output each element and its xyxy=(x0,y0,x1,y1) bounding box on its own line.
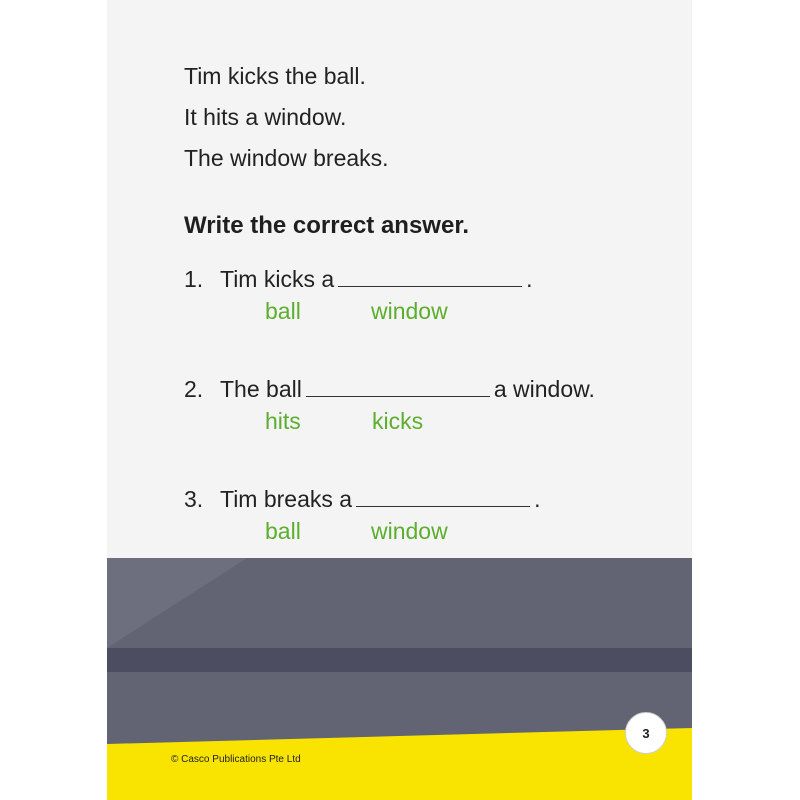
question-text-after: a window. xyxy=(493,376,595,402)
story-text xyxy=(184,56,389,179)
answer-option[interactable]: ball xyxy=(265,298,301,324)
answer-option[interactable]: window xyxy=(371,518,448,544)
answer-options xyxy=(184,296,533,328)
answer-blank[interactable] xyxy=(356,486,530,507)
answer-option[interactable]: ball xyxy=(265,518,301,544)
instruction-heading: Write the correct answer. xyxy=(184,212,469,239)
question-1 xyxy=(184,266,533,328)
answer-option[interactable]: hits xyxy=(265,408,301,434)
copyright-text: © Casco Publications Pte Ltd xyxy=(171,754,301,765)
question-text-before: Tim breaks a xyxy=(220,486,353,512)
answer-options xyxy=(184,406,595,438)
question-text-before: Tim kicks a xyxy=(220,266,335,292)
question-number: 3. xyxy=(184,486,204,512)
answer-options xyxy=(184,516,540,548)
question-3 xyxy=(184,486,540,548)
question-text-after: . xyxy=(526,266,533,292)
story-line: The window breaks. xyxy=(184,145,389,171)
story-line: Tim kicks the ball. xyxy=(184,63,366,89)
footer-dark-strip xyxy=(107,648,692,672)
answer-option[interactable]: kicks xyxy=(372,408,424,434)
question-text-after: . xyxy=(534,486,541,512)
question-2 xyxy=(184,376,595,438)
question-number: 1. xyxy=(184,266,204,292)
question-number: 2. xyxy=(184,376,204,402)
answer-option[interactable]: window xyxy=(371,298,448,324)
answer-blank[interactable] xyxy=(338,266,522,287)
question-text-before: The ball xyxy=(220,376,302,402)
page-number-badge: 3 xyxy=(625,712,667,754)
story-line: It hits a window. xyxy=(184,104,347,130)
decorative-facet xyxy=(107,558,247,648)
worksheet-page xyxy=(107,0,692,800)
answer-blank[interactable] xyxy=(306,376,490,397)
